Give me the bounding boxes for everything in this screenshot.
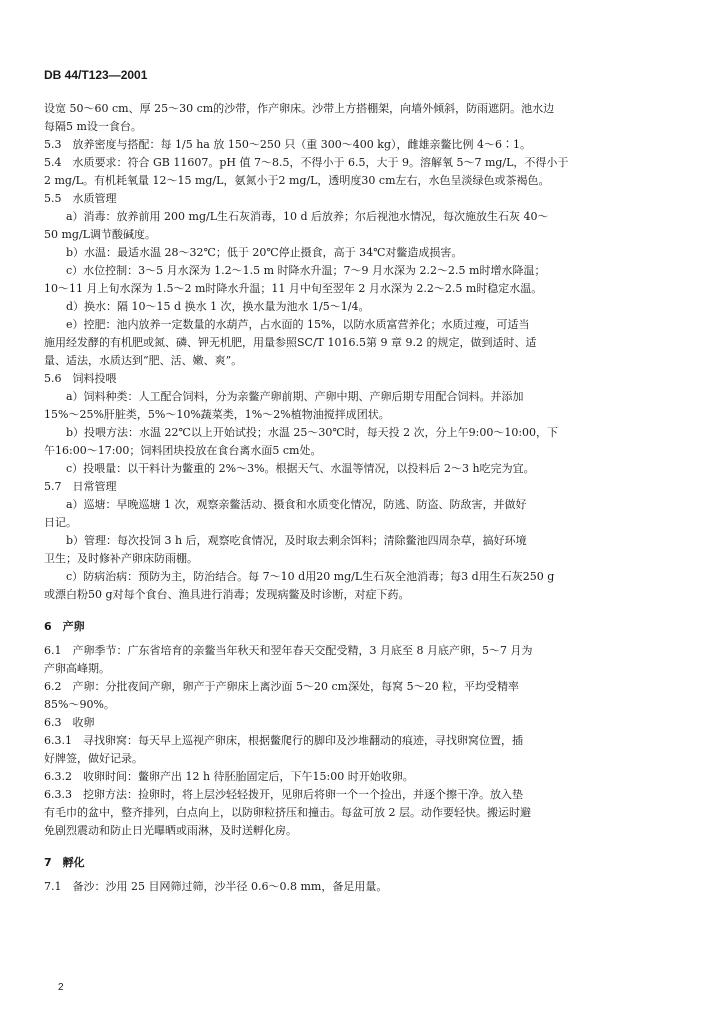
list-item-patrol: a）巡塘：早晚巡塘 1 次，观察亲鳖活动、摄食和水质变化情况，防逃、防盗、防敌害，并做好 (44, 498, 527, 511)
text-line: 有毛巾的盆中，整齐排列，白点向上，以防卵粒挤压和撞击。每盆可放 2 层。动作要轻快。搬运时避 (44, 806, 531, 819)
standard-header: DB 44/T123—2001 (44, 68, 148, 82)
text-line: 15%～25%肝脏类，5%～10%蔬菜类，1%～2%植物油搅拌成团状。 (44, 408, 390, 421)
page-number: 2 (58, 982, 64, 993)
text-line: 85%～90%。 (44, 698, 115, 711)
list-item-disease: c）防病治病：预防为主，防治结合。每 7～10 d用20 mg/L生石灰全池消毒；每3 d用生石灰250 g (44, 570, 555, 583)
clause-5-3: 5.3 放养密度与搭配：每 1/5 ha 放 150～250 只（重 300～400 kg），雌雄亲鳖比例 4～6∶1。 (44, 138, 531, 151)
clause-5-5-heading: 5.5 水质管理 (44, 192, 117, 205)
text-line: 10～11 月上旬水深为 1.5～2 m时降水升温；11 月中旬至翌年 2 月水深为 2.2～2.5 m时稳定水温。 (44, 282, 543, 295)
text-line: 设宽 50～60 cm、厚 25～30 cm的沙带，作产卵床。沙带上方搭棚架，向墙外倾斜，防雨遮阴。池水边 (44, 102, 555, 115)
text-line: 施用经发酵的有机肥或氮、磷、钾无机肥，用量参照SC/T 1016.5第 9 章 9.2 的规定，做到适时、适 (44, 336, 537, 349)
clause-7-1: 7.1 备沙：沙用 25 目网筛过筛，沙半径 0.6～0.8 mm，备足用量。 (44, 880, 388, 893)
text-line: 免剧烈震动和防止日光曝晒或雨淋，及时送孵化房。 (44, 824, 297, 837)
section-6-heading: 6 产卵 (44, 620, 85, 633)
text-line: 或漂白粉50 g对每个食台、渔具进行消毒；发现病鳖及时诊断，对症下药。 (44, 588, 410, 601)
list-item-disinfect: a）消毒：放养前用 200 mg/L生石灰消毒，10 d 后放养；尔后视池水情况，每次施放生石灰 40～ (44, 210, 549, 223)
text-line: 产卵高峰期。 (44, 662, 110, 675)
clause-6-3-3: 6.3.3 挖卵方法：捡卵时，将上层沙轻轻拨开，见卵后将卵一个一个捡出，并逐个擦干净。放入垫 (44, 788, 523, 801)
list-item-water-level: c）水位控制：3～5 月水深为 1.2～1.5 m 时降水升温；7～9 月水深为 2.2～2.5 m时增水降温； (44, 264, 546, 277)
clause-6-1: 6.1 产卵季节：广东省培育的亲鳖当年秋天和翌年春天交配受精，3 月底至 8 月底产卵，5～7 月为 (44, 644, 533, 657)
clause-6-2: 6.2 产卵：分批夜间产卵，卵产于产卵床上离沙面 5～20 cm深处，每窝 5～20 粒，平均受精率 (44, 680, 520, 693)
clause-6-3-2: 6.3.2 收卵时间：鳖卵产出 12 h 待胚胎固定后，下午15:00 时开始收卵。 (44, 770, 414, 783)
list-item-water-change: d）换水：隔 10～15 d 换水 1 次，换水量为池水 1/5～1/4。 (44, 300, 370, 313)
text-line: 50 mg/L调节酸碱度。 (44, 228, 156, 241)
clause-5-7-heading: 5.7 日常管理 (44, 480, 117, 493)
list-item-fertilizer: e）控肥：池内放养一定数量的水葫芦，占水面的 15%，以防水质富营养化；水质过瘦，可适当 (44, 318, 530, 331)
list-item-feed-amount: c）投喂量：以干料计为鳖重的 2%～3%。根据天气、水温等情况，以投料后 2～3 h吃完为宜。 (44, 462, 535, 475)
document-body (44, 100, 666, 896)
list-item-feed-type: a）饲料种类：人工配合饲料，分为亲鳖产卵前期、产卵中期、产卵后期专用配合饲料。并添加 (44, 390, 524, 403)
text-line: 日记。 (44, 516, 77, 529)
clause-5-6-heading: 5.6 饲料投喂 (44, 372, 117, 385)
list-item-water-temp: b）水温：最适水温 28～32℃；低于 20℃停止摄食，高于 34℃对鳖造成损害。 (44, 246, 463, 259)
text-line: 午16:00～17:00；饲料团块投放在食台离水面5 cm处。 (44, 444, 322, 457)
text-line: 2 mg/L。有机耗氧量 12～15 mg/L，氨氮小于2 mg/L，透明度30 cm左右，水色呈淡绿色或茶褐色。 (44, 174, 550, 187)
text-line: 卫生；及时修补产卵床防雨棚。 (44, 552, 198, 565)
list-item-feed-method: b）投喂方法：水温 22℃以上开始试投；水温 25～30℃时，每天投 2 次，分上午9:00～10:00，下 (44, 426, 559, 439)
clause-5-4: 5.4 水质要求：符合 GB 11607。pH 值 7～8.5，不得小于 6.5，大于 9。溶解氧 5～7 mg/L，不得小于 (44, 156, 569, 169)
text-line: 好牌签，做好记录。 (44, 752, 143, 765)
clause-6-3-heading: 6.3 收卵 (44, 716, 95, 729)
section-7-heading: 7 孵化 (44, 856, 85, 869)
text-line: 每隔5 m设一食台。 (44, 120, 142, 133)
text-line: 量、适法，水质达到“肥、活、嫩、爽”。 (44, 354, 243, 367)
list-item-management: b）管理：每次投饲 3 h 后，观察吃食情况，及时取去剩余饵料；清除鳖池四周杂草，搞好环境 (44, 534, 527, 547)
clause-6-3-1: 6.3.1 寻找卵窝：每天早上巡视产卵床，根据鳖爬行的脚印及沙堆翻动的痕迹，寻找卵窝位置，插 (44, 734, 523, 747)
